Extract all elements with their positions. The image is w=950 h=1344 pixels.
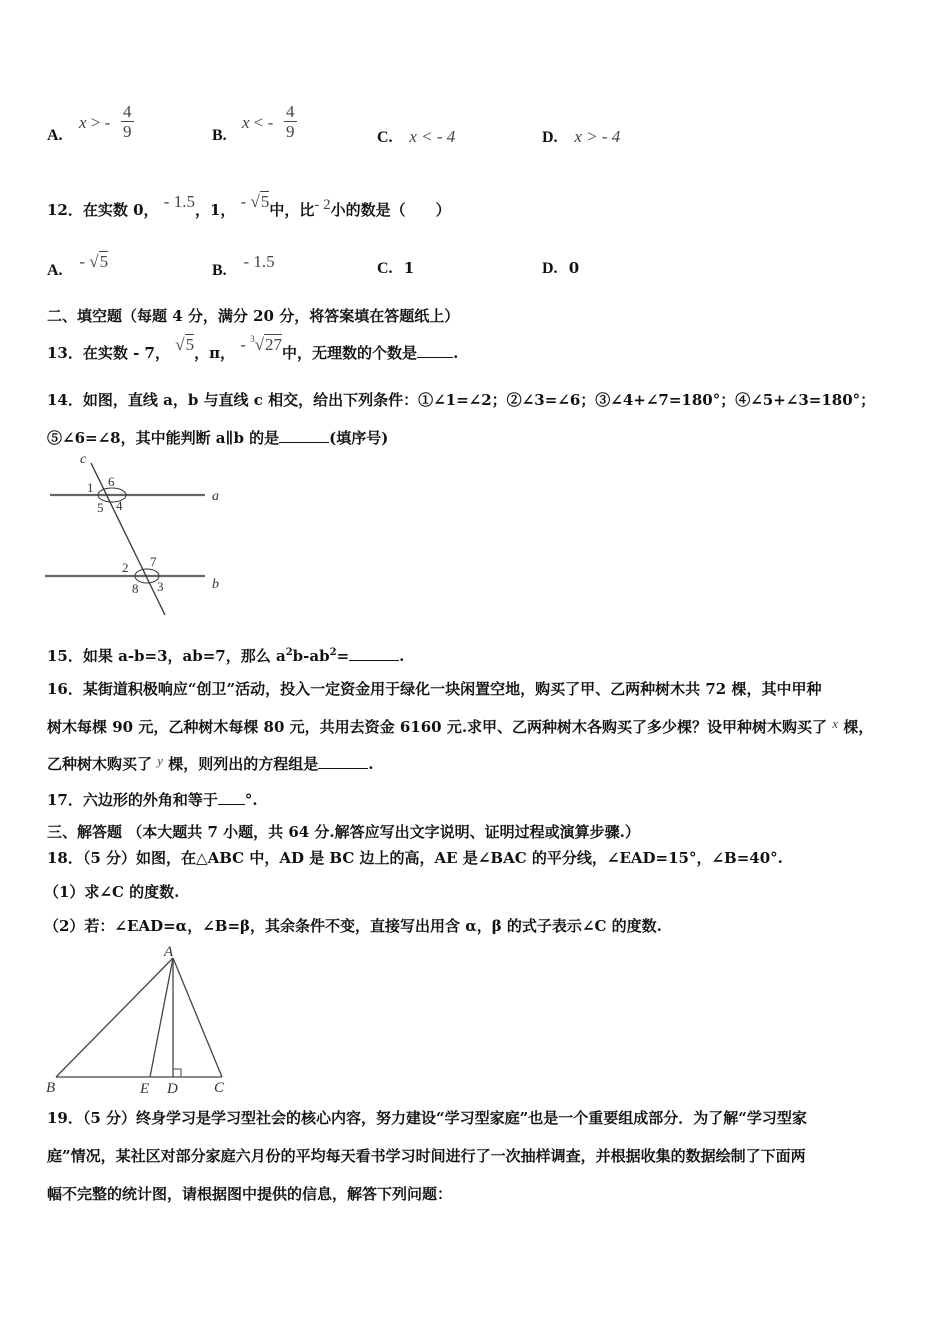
angle-label-6: 6	[108, 474, 115, 489]
sign: -	[79, 252, 86, 271]
q18-part-1: （1）求∠C 的度数.	[44, 883, 180, 901]
text: .	[399, 647, 405, 665]
radicand: 5	[260, 192, 270, 211]
sign: -	[104, 113, 111, 132]
q12-option-c	[377, 259, 414, 278]
option-label: C.	[377, 129, 393, 146]
q12-option-d	[542, 259, 579, 278]
text: b-ab	[292, 647, 330, 665]
answer-blank[interactable]	[349, 660, 399, 661]
q14-stem-line-2	[47, 427, 388, 448]
option-label: A.	[47, 262, 63, 279]
section-2-heading: 二、填空题（每题 4 分，满分 20 分，将答案填在答题纸上）	[47, 307, 460, 325]
answer-blank[interactable]	[318, 768, 368, 769]
variable-y: y	[157, 753, 164, 768]
denominator: 9	[286, 122, 295, 141]
math-value: - 1.5	[243, 252, 275, 271]
q11-option-d	[542, 127, 620, 147]
fraction	[121, 103, 134, 142]
q11-c-expr: x < - 4	[409, 127, 456, 146]
angle-label-4: 4	[116, 498, 123, 513]
text: 树木每棵 90 元，乙种树木每棵 80 元，共用去资金 6160 元.求甲、乙两种树木各购买了多少棵？设甲种树木购买了	[47, 718, 828, 736]
line-label-a: a	[212, 489, 219, 504]
line-label-b: b	[212, 577, 219, 592]
q17-stem	[47, 789, 258, 810]
q11-option-c	[377, 127, 455, 147]
option-label: B.	[212, 127, 227, 144]
point-label-d: D	[167, 1081, 178, 1097]
numerator: 4	[123, 102, 132, 121]
text: ，1，	[194, 201, 236, 219]
angle-label-3: 3	[157, 579, 164, 594]
q12-option-a	[47, 252, 109, 279]
point-label-e: E	[140, 1081, 150, 1097]
math-value: - 2	[314, 197, 331, 213]
text: 中，比	[269, 201, 315, 219]
q12-stem	[47, 192, 451, 220]
operator: >	[90, 113, 101, 132]
q19-stem-line-2: 庭”情况，某社区对部分家庭六月份的平均每天看书学习时间进行了一次抽样调查，并根据收集的数据绘制了下面两	[47, 1147, 806, 1165]
answer-blank[interactable]	[218, 804, 245, 805]
fraction	[284, 103, 297, 142]
section-3-heading: 三、解答题 （本大题共 7 小题，共 64 分.解答应写出文字说明、证明过程或演算步骤.）	[47, 823, 640, 841]
text: 中，无理数的个数是	[282, 344, 418, 362]
variable: x	[242, 113, 250, 132]
radicand: 5	[99, 252, 109, 271]
option-label: A.	[47, 127, 63, 144]
q18-stem: 18．（5 分）如图，在△ABC 中，AD 是 BC 边上的高，AE 是∠BAC 的平分线，∠EAD=15°，∠B=40°.	[47, 849, 783, 867]
question-number: 13．	[47, 344, 83, 362]
q18-part-2: （2）若：∠EAD=α，∠B=β，其余条件不变，直接写出用含 α，β 的式子表示∠C 的度数.	[44, 917, 662, 935]
option-label: D.	[542, 260, 558, 277]
text: 在实数 - 7，	[82, 344, 170, 362]
radicand: 27	[265, 335, 283, 354]
q16-stem-line-1: 16．某街道积极响应“创卫”活动，投入一定资金用于绿化一块闲置空地，购买了甲、乙两种树木共 72 棵，其中甲种	[47, 680, 822, 698]
text: 15．如果 a-b=3，ab=7，那么 a	[47, 647, 286, 665]
q11-a-expr	[79, 113, 110, 133]
radicand: 5	[185, 335, 195, 354]
q11-b-expr	[242, 113, 273, 133]
q12-option-b	[212, 252, 275, 279]
q19-stem-line-1: 19．（5 分）终身学习是学习型社会的核心内容，努力建设“学习型家庭”也是一个重要组成部分．为了解“学习型家	[47, 1109, 807, 1127]
q13-stem	[47, 334, 459, 363]
option-label: D.	[542, 129, 558, 146]
superscript: 2	[285, 647, 293, 658]
option-value: 0	[568, 259, 580, 277]
text: °.	[244, 791, 258, 809]
question-number: 12．	[47, 201, 83, 219]
option-label: C.	[377, 260, 393, 277]
angle-label-2: 2	[122, 560, 129, 575]
text: 17．六边形的外角和等于	[47, 791, 218, 809]
text: 小的数是（ ）	[330, 201, 451, 219]
answer-blank[interactable]	[279, 442, 329, 443]
angle-label-7: 7	[150, 554, 157, 569]
math-value: - 1.5	[163, 192, 195, 211]
denominator: 9	[123, 122, 132, 141]
operator: <	[253, 113, 264, 132]
q11-d-expr: x > - 4	[574, 127, 621, 146]
text: 棵，	[843, 718, 874, 736]
variable-x: x	[832, 716, 839, 731]
numerator: 4	[286, 102, 295, 121]
q19-stem-line-3: 幅不完整的统计图，请根据图中提供的信息，解答下列问题：	[47, 1185, 453, 1203]
q16-stem-line-3	[47, 753, 374, 774]
angle-label-8: 8	[132, 581, 139, 596]
sign: -	[240, 192, 247, 211]
sign: -	[267, 113, 274, 132]
math-value: √5	[175, 335, 195, 354]
text: ，π，	[194, 344, 236, 362]
text: =	[336, 647, 350, 665]
angle-label-1: 1	[87, 480, 94, 495]
text: .	[368, 755, 374, 773]
variable: x	[79, 113, 87, 132]
text: 棵，则列出的方程组是	[168, 755, 319, 773]
q14-stem-line-1: 14．如图，直线 a，b 与直线 c 相交，给出下列条件：①∠1=∠2；②∠3=∠6；③∠4+∠7=180°；④∠5+∠3=180°；	[47, 391, 876, 409]
text: ⑤∠6=∠8，其中能判断 a∥b 的是	[47, 429, 280, 447]
vertex-label-c: C	[214, 1080, 225, 1096]
answer-blank[interactable]	[417, 357, 453, 358]
math-value: - √5	[79, 252, 109, 271]
root-index: 3	[250, 334, 255, 344]
option-label: B.	[212, 262, 227, 279]
math-value: - √5	[240, 192, 270, 211]
vertex-label-a: A	[164, 944, 174, 960]
triangle-abc-figure	[40, 940, 240, 1100]
sign: -	[240, 335, 246, 354]
q16-stem-line-2	[47, 716, 873, 737]
math-value: - $^3$√27	[240, 334, 283, 354]
angle-label-5: 5	[97, 500, 104, 515]
text: 乙种树木购买了	[47, 755, 153, 773]
text: (填序号)	[329, 429, 389, 447]
line-label-c: c	[80, 452, 87, 467]
vertex-label-b: B	[46, 1080, 56, 1096]
parallel-lines-figure	[40, 450, 240, 625]
option-value: 1	[403, 259, 415, 277]
text: .	[453, 344, 459, 362]
superscript: 2	[329, 647, 337, 658]
text: 在实数 0，	[82, 201, 159, 219]
q15-stem	[47, 645, 404, 666]
